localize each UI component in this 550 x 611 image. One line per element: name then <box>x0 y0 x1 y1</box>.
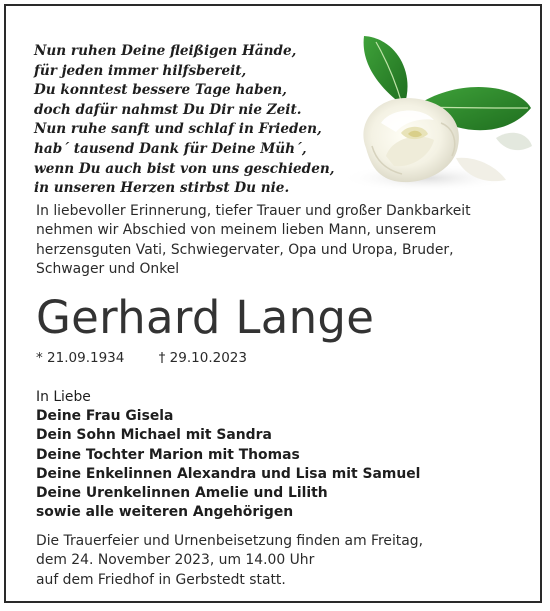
poem-line: doch dafür nahmst Du Dir nie Zeit. <box>34 101 302 118</box>
death-date: † 29.10.2023 <box>158 350 247 366</box>
service-info <box>36 532 423 590</box>
family-member: Deine Tochter Marion mit Thomas <box>36 446 300 463</box>
life-dates <box>36 349 247 367</box>
intro-line: In liebevoller Erinnerung, tiefer Trauer und großer Dankbarkeit <box>36 203 471 219</box>
service-line: auf dem Friedhof in Gerbstedt statt. <box>36 571 286 588</box>
family-member: Dein Sohn Michael mit Sandra <box>36 427 272 444</box>
family-member: sowie alle weiteren Angehörigen <box>36 504 294 521</box>
service-line: dem 24. November 2023, um 14.00 Uhr <box>36 552 315 569</box>
white-rose-image <box>346 28 536 198</box>
family-signature <box>36 388 420 522</box>
family-member: Deine Frau Gisela <box>36 408 174 425</box>
family-label: In Liebe <box>36 389 91 405</box>
poem-line: Nun ruhen Deine fleißigen Hände, <box>34 43 297 59</box>
family-member: Deine Enkelinnen Alexandra und Lisa mit Samuel <box>36 465 421 482</box>
poem-line: Nun ruhe sanft und schlaf in Frieden, <box>34 121 322 138</box>
family-member: Deine Urenkelinnen Amelie und Lilith <box>36 485 328 502</box>
intro-line: Schwager und Onkel <box>36 261 180 278</box>
intro-text <box>36 202 526 280</box>
poem-line: hab´ tausend Dank für Deine Müh´, <box>34 140 307 157</box>
intro-line: herzensguten Vati, Schwiegervater, Opa und Uropa, Bruder, <box>36 241 454 258</box>
poem-line: in unseren Herzen stirbst Du nie. <box>34 180 290 197</box>
intro-line: nehmen wir Abschied von meinem lieben Mann, unserem <box>36 222 437 239</box>
deceased-name: Gerhard Lange <box>36 291 375 344</box>
poem-line: Du konntest bessere Tage haben, <box>34 82 287 99</box>
birth-date: * 21.09.1934 <box>36 350 125 366</box>
poem-line: für jeden immer hilfsbereit, <box>34 62 247 79</box>
obituary-card <box>4 4 542 603</box>
poem <box>34 42 354 199</box>
poem-line: wenn Du auch bist von uns geschieden, <box>34 160 335 177</box>
service-line: Die Trauerfeier und Urnenbeisetzung finden am Freitag, <box>36 533 423 549</box>
